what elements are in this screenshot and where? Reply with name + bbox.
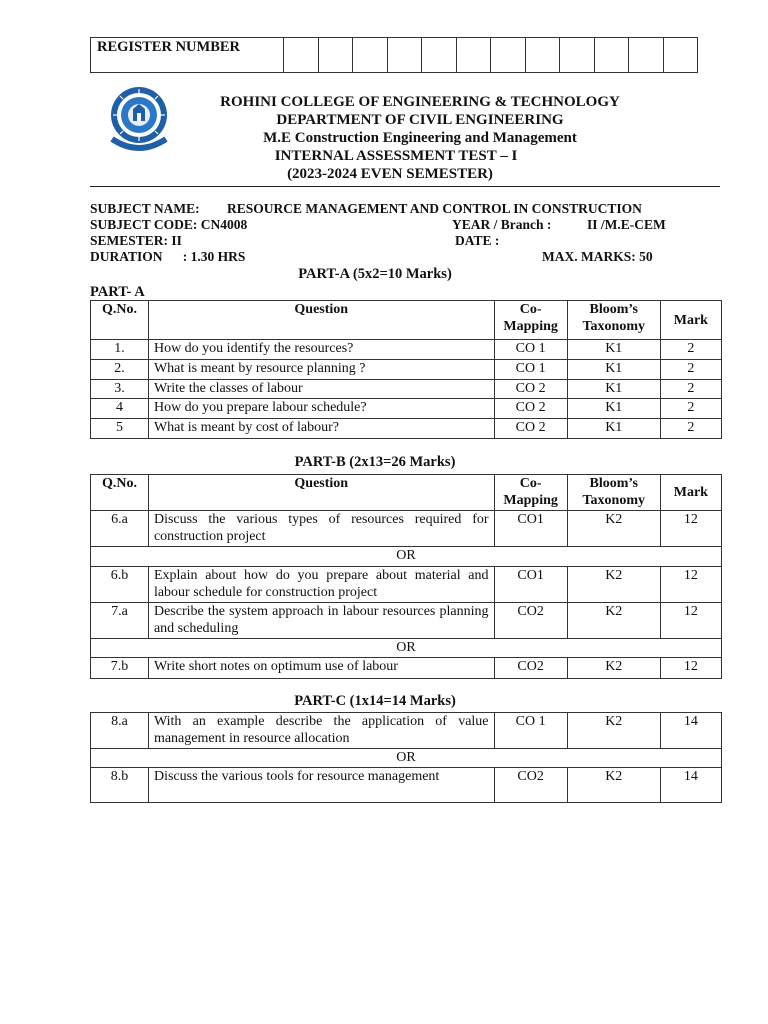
register-digit-box	[422, 38, 457, 73]
bloom-cell: K2	[567, 603, 660, 639]
question-cell: How do you identify the resources?	[148, 340, 494, 360]
semester-year: (2023-2024 EVEN SEMESTER)	[287, 166, 493, 182]
qno-cell: 5	[91, 419, 149, 439]
part-a-title: PART-A (5x2=10 Marks)	[298, 266, 452, 282]
co-cell: CO1	[494, 567, 567, 603]
co-cell: CO 2	[494, 419, 567, 439]
mark-cell: 2	[660, 399, 721, 419]
bloom-header-line2: Taxonomy	[582, 493, 646, 508]
mark-cell: 2	[660, 360, 721, 380]
duration: DURATION : 1.30 HRS	[90, 249, 246, 264]
mark-header: Mark	[660, 475, 721, 511]
register-digit-box	[629, 38, 664, 73]
qno-cell: 2.	[91, 360, 149, 380]
bloom-header-line2: Taxonomy	[582, 319, 646, 334]
table-row	[91, 399, 722, 419]
mark-cell: 12	[660, 658, 721, 679]
co-cell: CO 1	[494, 340, 567, 360]
table-row	[91, 768, 722, 803]
register-digit-box	[491, 38, 526, 73]
register-digit-box	[456, 38, 491, 73]
college-name: ROHINI COLLEGE OF ENGINEERING & TECHNOLOGY	[220, 94, 620, 110]
question-cell: What is meant by resource planning ?	[148, 360, 494, 380]
qno-cell: 4	[91, 399, 149, 419]
register-digit-box	[525, 38, 560, 73]
question-header: Question	[148, 301, 494, 340]
date-label: DATE :	[455, 233, 500, 248]
year-branch-label: YEAR / Branch :	[452, 217, 552, 232]
qno-cell: 6.a	[91, 511, 149, 547]
programme-name: M.E Construction Engineering and Management	[263, 130, 577, 146]
header-divider	[90, 186, 720, 187]
subject-name-label: SUBJECT NAME:	[90, 201, 200, 216]
register-number-label: REGISTER NUMBER	[91, 38, 284, 73]
table-row	[91, 340, 722, 360]
bloom-cell: K2	[567, 511, 660, 547]
register-digit-box	[560, 38, 595, 73]
part-b-table	[90, 474, 722, 679]
part-b-title: PART-B (2x13=26 Marks)	[294, 454, 456, 470]
mark-cell: 14	[660, 768, 721, 803]
co-cell: CO 1	[494, 360, 567, 380]
bloom-cell: K2	[567, 713, 660, 749]
bloom-cell: K1	[567, 399, 660, 419]
question-cell: With an example describe the application of value management in resource allocation	[148, 713, 494, 749]
co-header-line2: Mapping	[503, 493, 558, 508]
question-header: Question	[148, 475, 494, 511]
mark-cell: 14	[660, 713, 721, 749]
bloom-cell: K2	[567, 567, 660, 603]
or-row	[91, 547, 722, 567]
mark-cell: 12	[660, 567, 721, 603]
register-digit-box	[594, 38, 629, 73]
register-number-box	[90, 37, 698, 73]
qno-header: Q.No.	[91, 301, 149, 340]
semester: SEMESTER: II	[90, 233, 182, 248]
mark-cell: 2	[660, 340, 721, 360]
mark-cell: 2	[660, 419, 721, 439]
or-row	[91, 639, 722, 658]
register-digit-box	[353, 38, 388, 73]
question-cell: Discuss the various types of resources required for construction project	[148, 511, 494, 547]
table-row	[91, 511, 722, 547]
bloom-header-line1: Bloom’s	[589, 302, 638, 317]
co-cell: CO 2	[494, 380, 567, 399]
co-cell: CO2	[494, 768, 567, 803]
bloom-cell: K2	[567, 658, 660, 679]
test-name: INTERNAL ASSESSMENT TEST – I	[274, 148, 518, 164]
department-name: DEPARTMENT OF CIVIL ENGINEERING	[276, 112, 564, 128]
mark-header: Mark	[660, 301, 721, 340]
part-a-label: PART- A	[90, 284, 145, 300]
table-row	[91, 567, 722, 603]
bloom-header	[567, 301, 660, 340]
question-cell: How do you prepare labour schedule?	[148, 399, 494, 419]
part-c-title: PART-C (1x14=14 Marks)	[294, 693, 456, 709]
co-cell: CO 2	[494, 399, 567, 419]
qno-cell: 1.	[91, 340, 149, 360]
question-cell: Explain about how do you prepare about material and labour schedule for construction project	[148, 567, 494, 603]
register-digit-box	[318, 38, 353, 73]
co-cell: CO 1	[494, 713, 567, 749]
year-branch: II /M.E-CEM	[587, 217, 666, 232]
qno-cell: 6.b	[91, 567, 149, 603]
question-cell: Write the classes of labour	[148, 380, 494, 399]
co-header-line1: Co-	[519, 476, 542, 491]
co-cell: CO2	[494, 658, 567, 679]
table-row	[91, 658, 722, 679]
or-separator: OR	[91, 547, 722, 567]
bloom-cell: K2	[567, 768, 660, 803]
bloom-cell: K1	[567, 419, 660, 439]
table-row	[91, 360, 722, 380]
qno-cell: 3.	[91, 380, 149, 399]
mark-cell: 12	[660, 603, 721, 639]
co-mapping-header	[494, 475, 567, 511]
mark-cell: 12	[660, 511, 721, 547]
qno-header: Q.No.	[91, 475, 149, 511]
table-header-row	[91, 475, 722, 511]
max-marks: MAX. MARKS: 50	[542, 249, 653, 264]
or-separator: OR	[91, 639, 722, 658]
table-row	[91, 419, 722, 439]
bloom-header-line1: Bloom’s	[589, 476, 638, 491]
table-row	[91, 603, 722, 639]
co-cell: CO2	[494, 603, 567, 639]
co-mapping-header	[494, 301, 567, 340]
mark-cell: 2	[660, 380, 721, 399]
question-cell: Discuss the various tools for resource management	[148, 768, 494, 803]
table-row	[91, 713, 722, 749]
co-cell: CO1	[494, 511, 567, 547]
co-header-line2: Mapping	[503, 319, 558, 334]
or-separator: OR	[91, 749, 722, 768]
bloom-cell: K1	[567, 380, 660, 399]
question-cell: Describe the system approach in labour resources planning and scheduling	[148, 603, 494, 639]
question-cell: What is meant by cost of labour?	[148, 419, 494, 439]
bloom-header	[567, 475, 660, 511]
table-header-row	[91, 301, 722, 340]
or-row	[91, 749, 722, 768]
subject-name: RESOURCE MANAGEMENT AND CONTROL IN CONSTRUCTION	[227, 201, 642, 216]
table-row	[91, 380, 722, 399]
subject-code: SUBJECT CODE: CN4008	[90, 217, 248, 232]
register-digit-box	[387, 38, 422, 73]
register-digit-box	[663, 38, 698, 73]
question-cell: Write short notes on optimum use of labour	[148, 658, 494, 679]
qno-cell: 7.b	[91, 658, 149, 679]
part-c-table	[90, 712, 722, 803]
qno-cell: 7.a	[91, 603, 149, 639]
qno-cell: 8.b	[91, 768, 149, 803]
co-header-line1: Co-	[519, 302, 542, 317]
register-digit-box	[284, 38, 319, 73]
qno-cell: 8.a	[91, 713, 149, 749]
bloom-cell: K1	[567, 360, 660, 380]
bloom-cell: K1	[567, 340, 660, 360]
part-a-table	[90, 300, 722, 439]
